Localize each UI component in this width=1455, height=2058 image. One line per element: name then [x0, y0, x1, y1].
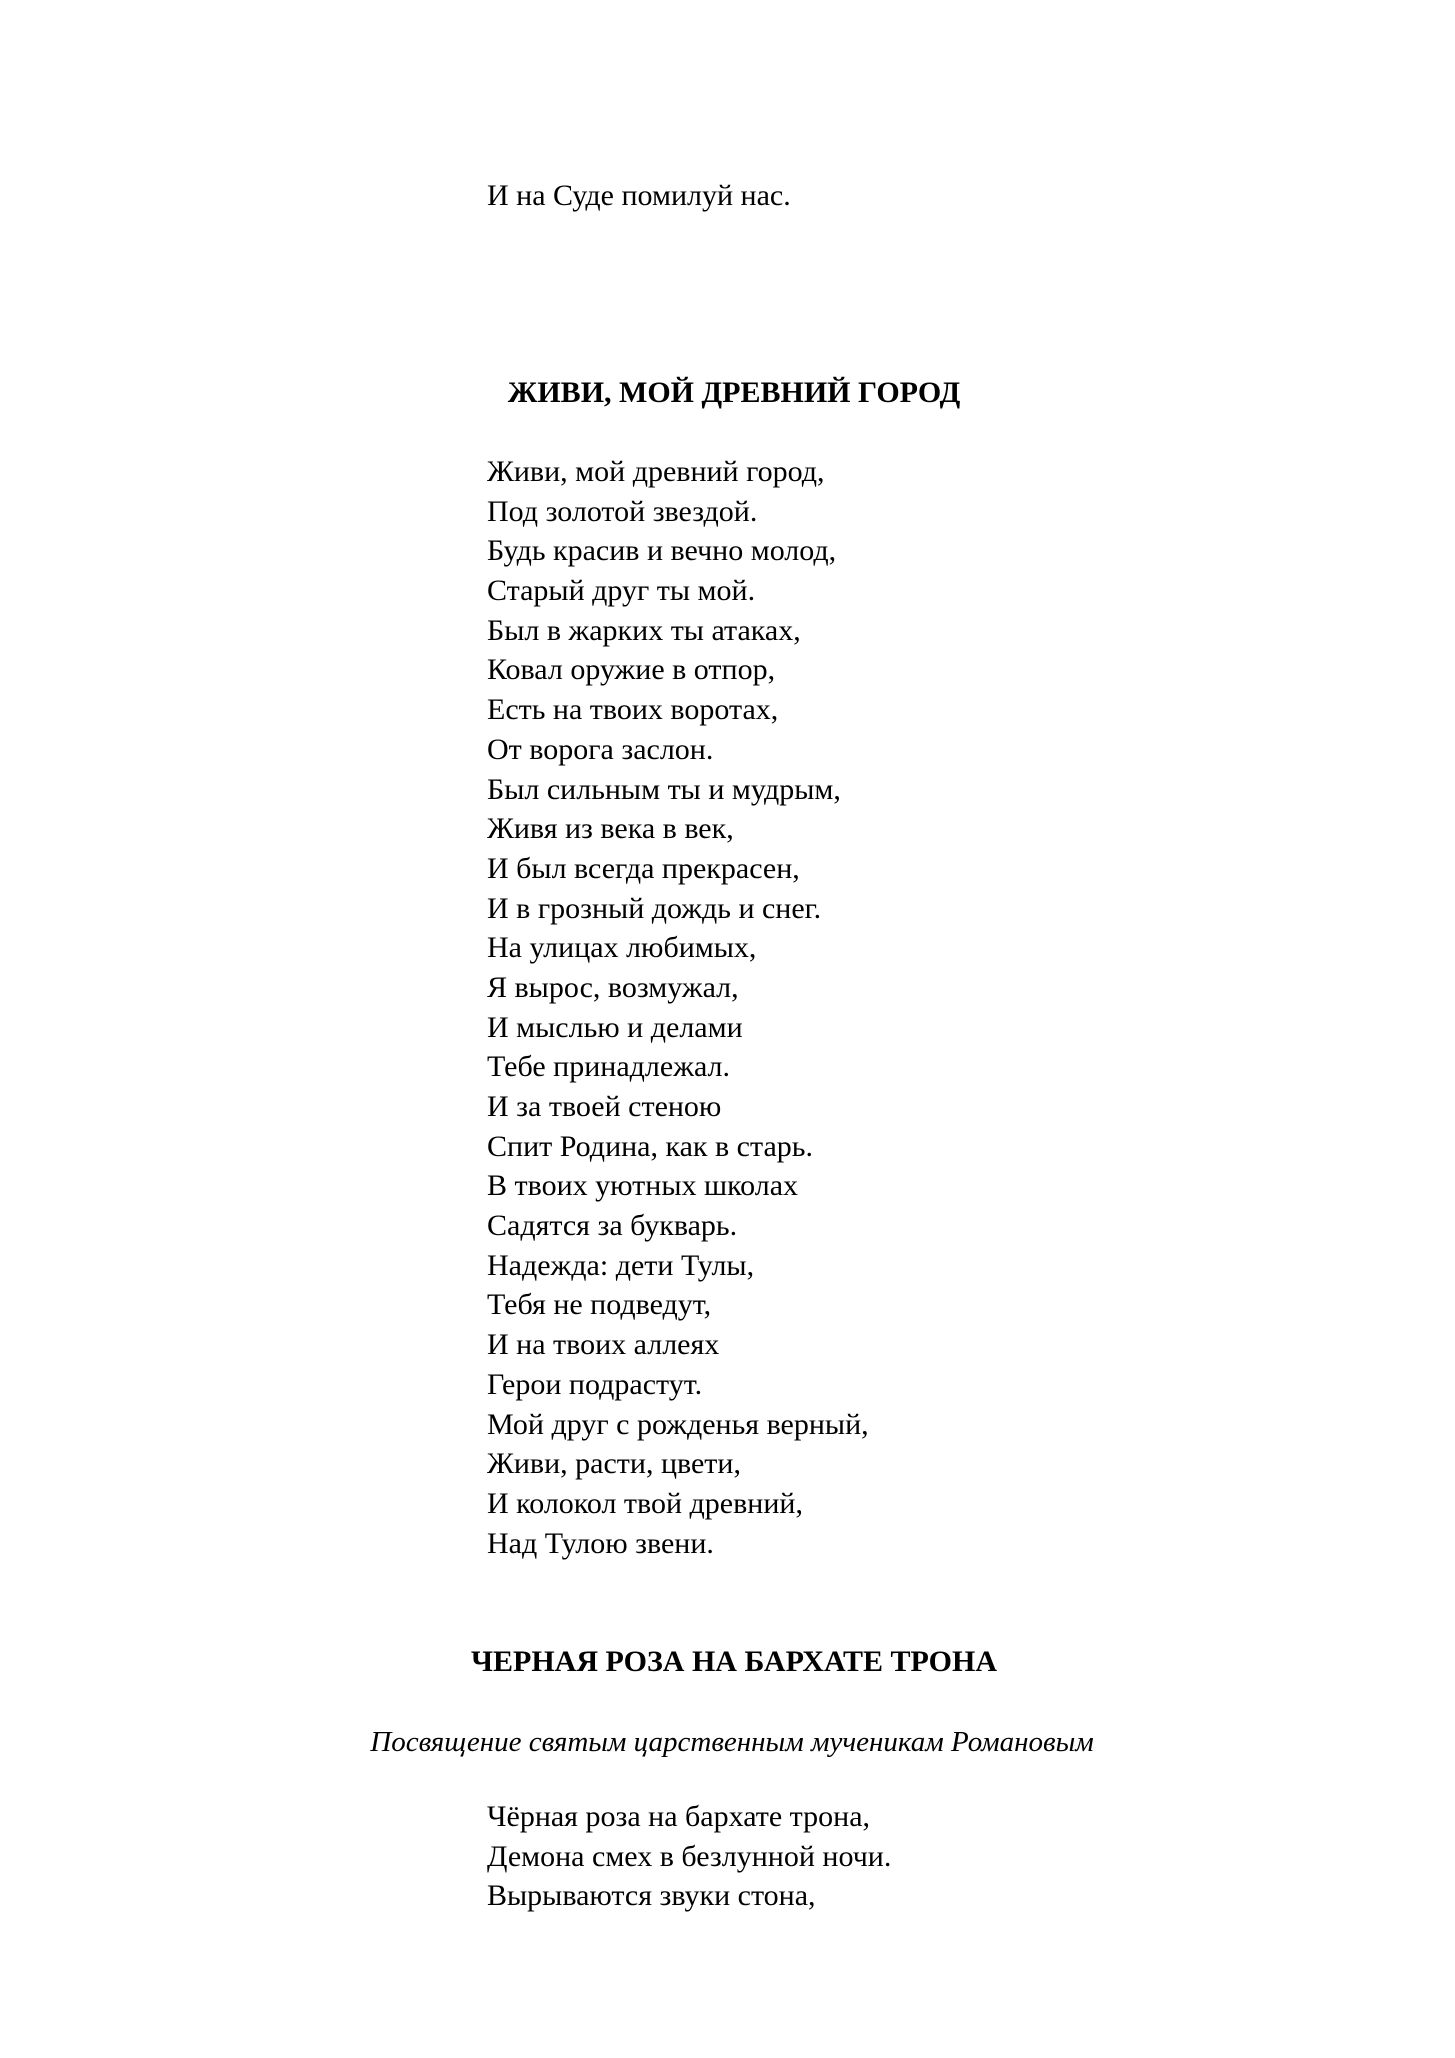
- poem-body: [487, 1797, 891, 1916]
- poem-line: Спит Родина, как в старь.: [487, 1129, 813, 1163]
- poem-line: Есть на твоих воротах,: [487, 693, 779, 727]
- poem-line: И был всегда прекрасен,: [487, 851, 800, 885]
- poem-line: От ворога заслон.: [487, 732, 714, 766]
- poem-title: ЖИВИ, МОЙ ДРЕВНИЙ ГОРОД: [507, 376, 961, 409]
- poem-title: ЧЕРНАЯ РОЗА НА БАРХАТЕ ТРОНА: [470, 1645, 998, 1678]
- poem-line: Был в жарких ты атаках,: [487, 613, 801, 647]
- poem-line: Под золотой звездой.: [487, 494, 758, 528]
- poem-line: Старый друг ты мой.: [487, 574, 756, 608]
- poem-line: Герои подрастут.: [487, 1367, 703, 1401]
- poem-line: Был сильным ты и мудрым,: [487, 772, 841, 806]
- poem-line: Живи, мой древний город,: [487, 455, 825, 488]
- poem-line: Я вырос, возмужал,: [487, 970, 739, 1004]
- poem-line: Вырываются звуки стона,: [487, 1879, 816, 1913]
- poem-line: Демона смех в безлунной ночи.: [487, 1839, 892, 1873]
- poem-line: На улицах любимых,: [487, 931, 757, 965]
- poem-line: Садятся за букварь.: [487, 1209, 738, 1243]
- poem-line: Тебе принадлежал.: [487, 1050, 730, 1084]
- poem-line: Живя из века в век,: [487, 812, 734, 846]
- poem-line: Тебя не подведут,: [487, 1288, 712, 1322]
- poem-line: И за твоей стеною: [487, 1090, 722, 1123]
- poem-line: Мой друг с рожденья верный,: [487, 1407, 869, 1441]
- poem-line: И в грозный дождь и снег.: [487, 891, 822, 925]
- poem-line: И колокол твой древний,: [487, 1486, 803, 1520]
- poem-body: [487, 452, 869, 1563]
- poem-line: Ковал оружие в отпор,: [487, 653, 776, 687]
- poem-line: И на твоих аллеях: [487, 1328, 720, 1362]
- poem-line: Живи, расти, цвети,: [487, 1447, 741, 1481]
- poem-dedication: Посвящение святым царственным мученикам Романовым: [370, 1726, 1094, 1758]
- previous-poem-last-line: И на Суде помилуй нас.: [487, 179, 791, 212]
- poem-line: И мыслью и делами: [487, 1010, 743, 1044]
- poem-line: В твоих уютных школах: [487, 1169, 799, 1203]
- poem-line: Надежда: дети Тулы,: [487, 1248, 755, 1282]
- poem-line: Над Тулою звени.: [487, 1526, 714, 1560]
- poem-line: Чёрная роза на бархате трона,: [487, 1800, 871, 1833]
- poem-line: Будь красив и вечно молод,: [487, 534, 837, 568]
